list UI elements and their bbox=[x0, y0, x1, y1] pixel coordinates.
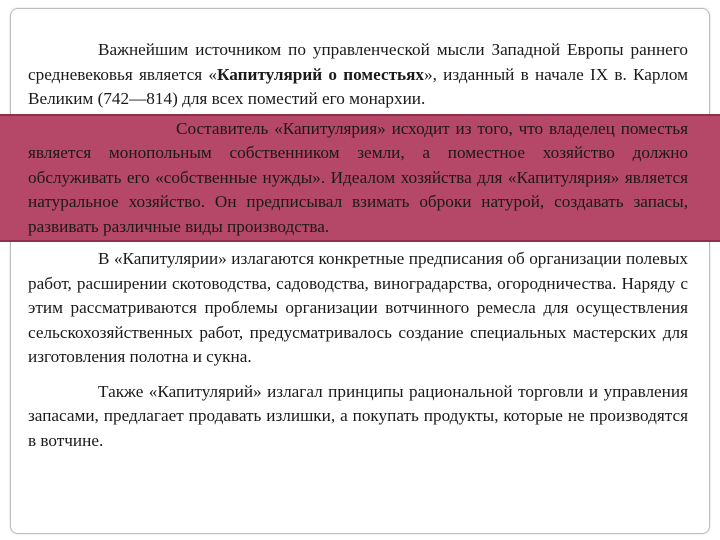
paragraph-3: В «Капитулярии» излагаются конкретные предписания об организации полевых работ, расширении скотоводства, садоводства, виноградарства, огородничества. Наряду с этим рассматриваются проблемы организации вотчинного ремесла для осуществления сельскохозяйственных работ, предусматривалось создание специальных мастерских для изготовления полотна и сукна. bbox=[28, 249, 688, 366]
paragraph-4: Также «Капитулярий» излагал принципы рациональной торговли и управления запасами, предлагает продавать излишки, а покупать продукты, которые не производятся в вотчине. bbox=[28, 381, 688, 450]
paragraph-1-bold-title: Капитулярий о поместьях bbox=[217, 64, 424, 84]
paragraph-2: Составитель «Капитулярия» исходит из того, что владелец поместья является монопольным собственником земли, а поместное хозяйство должно обслуживать его «собственные нужды». Идеалом хозяйства для «Капитулярия» является натуральное хозяйство. Он предписывал взимать оброки натурой, создавать запасы, развивать различные виды производства. bbox=[28, 118, 688, 236]
paragraph-1-lead: Важнейшим источником по управленческой мысли Западной Европы раннего средневековья является « bbox=[28, 40, 688, 84]
paragraph-1-tail: », изданный в начале IX в. Карлом Великим (742—814) для всех поместий его монархии. bbox=[28, 64, 688, 108]
paragraph-1 bbox=[28, 38, 688, 112]
slide-text bbox=[28, 38, 688, 453]
